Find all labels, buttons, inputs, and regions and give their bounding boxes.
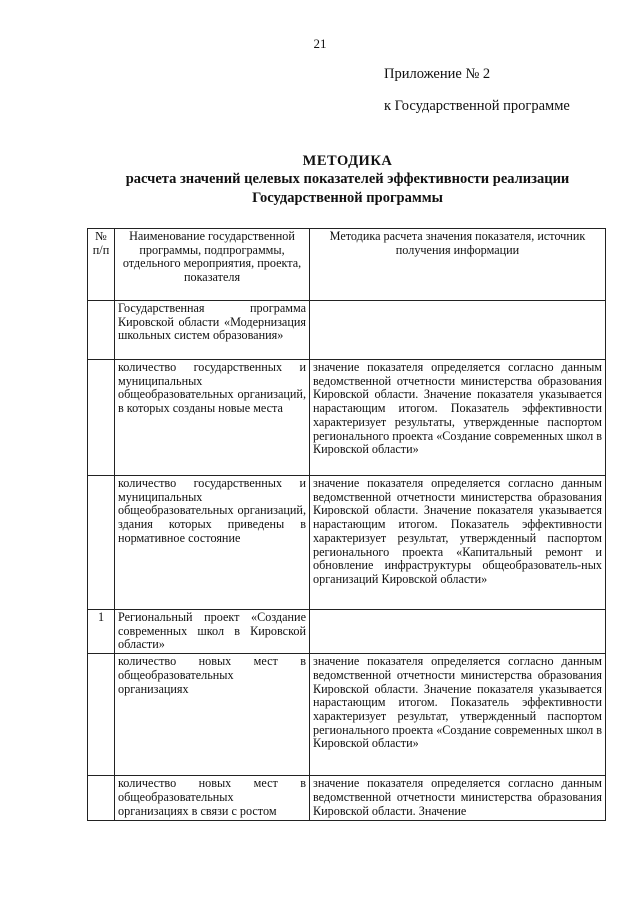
row-num — [88, 476, 115, 610]
header-num: № п/п — [88, 229, 115, 301]
annex-reference: к Государственной программе — [384, 98, 570, 114]
table-row — [88, 476, 606, 610]
indicator-name: количество государственных и муниципальных общеобразовательных организаций, здания которых приведены в нормативное состояние — [115, 476, 310, 610]
header-method: Методика расчета значения показателя, источник получения информации — [310, 229, 606, 301]
indicator-method — [310, 610, 606, 654]
row-num — [88, 301, 115, 360]
indicator-name: количество государственных и муниципальных общеобразовательных организаций, в которых созданы новые места — [115, 360, 310, 476]
indicator-name: Государственная программа Кировской области «Модернизация школьных систем образования» — [115, 301, 310, 360]
indicator-method: значение показателя определяется согласно данным ведомственной отчетности министерства образования Кировской области. Значение показателя указывается нарастающим итогом. Показатель эффективности характеризует результат, утвержденный паспортом регионального проекта «Капитальный ремонт и обновление инфраструктуры общеобразователь-ных организаций Кировской области» — [310, 476, 606, 610]
row-num — [88, 654, 115, 776]
annex-number: Приложение № 2 — [384, 66, 491, 82]
indicator-method: значение показателя определяется согласно данным ведомственной отчетности министерства образования Кировской области. Значение — [310, 776, 606, 821]
table-header-row — [88, 229, 606, 301]
table-row — [88, 654, 606, 776]
indicator-name: количество новых мест в общеобразовательных организациях в связи с ростом — [115, 776, 310, 821]
indicator-method: значение показателя определяется согласно данным ведомственной отчетности министерства образования Кировской области. Значение показателя указывается нарастающим итогом. Показатель эффективности характеризует результаты, утвержденные паспортом регионального проекта «Создание современных школ в Кировской области» — [310, 360, 606, 476]
document-subtitle-line1: расчета значений целевых показателей эффективности реализации — [125, 171, 570, 187]
indicator-method: значение показателя определяется согласно данным ведомственной отчетности министерства образования Кировской области. Значение показателя указывается нарастающим итогом. Показатель эффективности характеризует результат, утвержденный паспортом регионального проекта «Создание современных школ в Кировской области» — [310, 654, 606, 776]
row-num — [88, 776, 115, 821]
document-subtitle-line2: Государственной программы — [252, 190, 443, 206]
document-title: МЕТОДИКА — [302, 153, 393, 169]
indicator-name: Региональный проект «Создание современных школ в Кировской области» — [115, 610, 310, 654]
table-row — [88, 776, 606, 821]
table-row — [88, 360, 606, 476]
row-num: 1 — [88, 610, 115, 654]
indicator-name: количество новых мест в общеобразовательных организациях — [115, 654, 310, 776]
methodology-table — [87, 228, 606, 821]
table-row — [88, 301, 606, 360]
header-name: Наименование государственной программы, подпрограммы, отдельного мероприятия, проекта, показателя — [115, 229, 310, 301]
page-number: 21 — [313, 36, 327, 51]
row-num — [88, 360, 115, 476]
table-row — [88, 610, 606, 654]
indicator-method — [310, 301, 606, 360]
